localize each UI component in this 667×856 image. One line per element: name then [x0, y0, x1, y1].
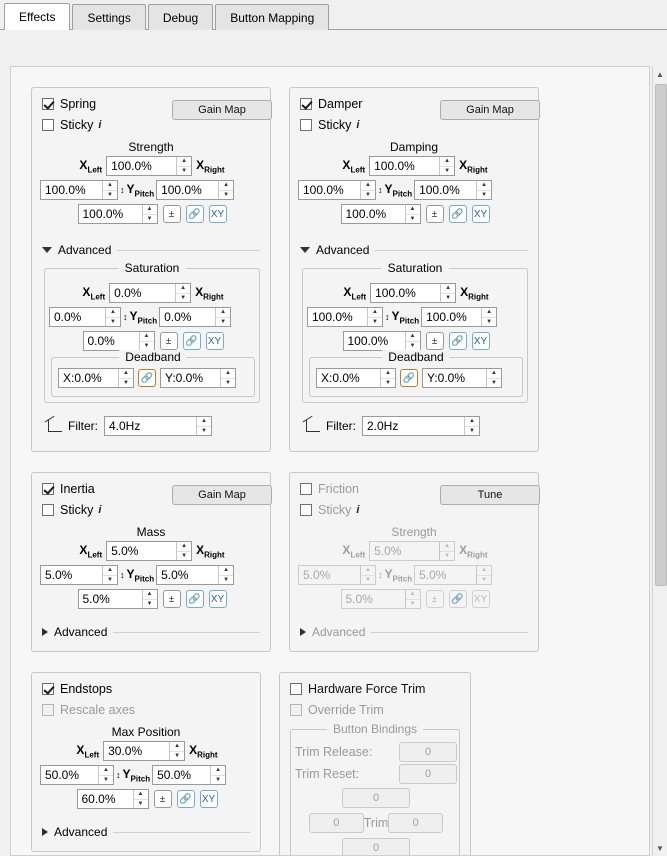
friction-sticky-checkbox[interactable]: [300, 504, 312, 516]
spring-saturation-xy-button[interactable]: XY: [206, 332, 224, 350]
endstops-max-position-title: Max Position: [111, 725, 181, 739]
endstops-rescale-row[interactable]: [42, 703, 135, 717]
damper-sticky-label: Sticky: [318, 118, 352, 132]
friction-strength-right-input[interactable]: 5.0% ▲ ▼: [414, 565, 492, 585]
inertia-mass-left-input[interactable]: 5.0% ▲ ▼: [40, 565, 118, 585]
spring-deadband-link-icon[interactable]: 🔗: [138, 369, 156, 387]
damper-filter-input[interactable]: 2.0Hz ▲ ▼: [362, 416, 480, 436]
inertia-advanced-label: Advanced: [54, 625, 108, 639]
inertia-xy-button[interactable]: XY: [209, 590, 227, 608]
tab-settings[interactable]: Settings: [72, 4, 145, 30]
friction-strength-top-input[interactable]: 5.0% ▲ ▼: [369, 541, 455, 561]
hardware-trim-title: Hardware Force Trim: [308, 682, 426, 696]
trim-release-button[interactable]: 0: [399, 742, 457, 762]
spring-saturation-group: [44, 261, 260, 403]
damper-strength-x-left-label: $X_{Left}$: [342, 157, 366, 175]
spring-enable-checkbox[interactable]: [42, 98, 54, 110]
damper-saturation-plusminus-button[interactable]: ±: [426, 332, 444, 350]
effects-page: [0, 30, 667, 854]
endstops-rescale-checkbox[interactable]: [42, 704, 54, 716]
spring-advanced-toggle[interactable]: [42, 243, 260, 257]
inertia-plusminus-button[interactable]: ±: [163, 590, 181, 608]
friction-advanced-label: Advanced: [312, 625, 366, 639]
inertia-updown-icon: ↕: [120, 570, 125, 580]
spring-strength-cluster: [40, 156, 264, 224]
spring-strength-top-input[interactable]: 100.0% ▲ ▼: [106, 156, 192, 176]
chevron-down-icon: [300, 247, 310, 253]
inertia-card: [31, 472, 271, 652]
inertia-mass-top-input[interactable]: 5.0% ▲ ▼: [106, 541, 192, 561]
spring-strength-updown-icon: ↕: [120, 185, 125, 195]
damper-strength-y-label: $Y_{Pitch}$: [384, 181, 413, 199]
trim-right-button[interactable]: 0: [388, 813, 443, 833]
friction-plusminus-button[interactable]: ±: [426, 590, 444, 608]
damper-sticky-row[interactable]: [300, 118, 359, 132]
endstops-xy-button[interactable]: XY: [200, 790, 218, 808]
friction-x-left-label: $X_{Left}$: [342, 542, 366, 560]
damper-gain-map-button[interactable]: Gain Map: [440, 100, 540, 120]
chevron-right-icon: [42, 628, 48, 636]
spring-sticky-info-icon[interactable]: i: [98, 119, 102, 131]
spring-strength-title: Strength: [128, 140, 174, 154]
friction-y-label: $Y_{Pitch}$: [384, 566, 413, 584]
spring-saturation-plusminus-button[interactable]: ±: [160, 332, 178, 350]
inertia-sticky-row[interactable]: [42, 503, 101, 517]
damper-deadband-link-icon[interactable]: 🔗: [400, 369, 418, 387]
spring-strength-y-label: $Y_{Pitch}$: [126, 181, 155, 199]
spring-sat-updown-icon: ↕: [123, 312, 128, 322]
effects-scroll-panel: [10, 66, 650, 856]
hardware-force-trim-card: [279, 672, 471, 856]
inertia-sticky-info-icon[interactable]: i: [98, 504, 102, 516]
spring-sticky-label: Sticky: [60, 118, 94, 132]
endstops-rescale-label: Rescale axes: [60, 703, 136, 717]
friction-strength-cluster: [298, 541, 532, 609]
trim-center-label: Trim: [363, 816, 389, 830]
trim-left-button[interactable]: 0: [309, 813, 364, 833]
friction-advanced-toggle[interactable]: [300, 625, 528, 639]
inertia-mass-cluster: [40, 541, 264, 609]
spring-enable-row[interactable]: [42, 97, 96, 111]
damper-advanced-label: Advanced: [316, 243, 370, 257]
damper-strength-link-icon[interactable]: 🔗: [449, 205, 467, 223]
damper-card: [289, 87, 539, 452]
damper-strength-x-right-label: $X_{Right}$: [459, 157, 488, 175]
scroll-thumb[interactable]: [655, 84, 667, 586]
damper-strength-bottom-input[interactable]: 100.0% ▲ ▼: [341, 204, 421, 224]
damper-sat-x-left-label: $X_{Left}$: [343, 284, 367, 302]
damper-saturation-group: [302, 261, 528, 403]
damper-deadband-title: Deadband: [382, 350, 449, 364]
friction-strength-bottom-input[interactable]: 5.0% ▲ ▼: [341, 589, 421, 609]
spring-saturation-right-input[interactable]: 0.0% ▲ ▼: [159, 307, 231, 327]
damper-strength-right-input[interactable]: 100.0% ▲ ▼: [414, 180, 492, 200]
friction-card: [289, 472, 539, 652]
override-trim-checkbox[interactable]: [290, 704, 302, 716]
spring-strength-right-input[interactable]: 100.0% ▲ ▼: [156, 180, 234, 200]
damper-title: Damper: [318, 97, 363, 111]
damper-enable-row[interactable]: [300, 97, 362, 111]
trim-up-button[interactable]: 0: [342, 788, 410, 808]
damper-strength-title: Damping: [389, 140, 439, 154]
endstops-x-right-label: $X_{Right}$: [189, 742, 218, 760]
divider: [375, 250, 528, 251]
inertia-gain-map-button[interactable]: Gain Map: [172, 485, 272, 505]
endstops-title: Endstops: [60, 682, 113, 696]
inertia-sticky-checkbox[interactable]: [42, 504, 54, 516]
spring-saturation-link-icon[interactable]: 🔗: [183, 332, 201, 350]
spring-title: Spring: [60, 97, 97, 111]
inertia-enable-checkbox[interactable]: [42, 483, 54, 495]
spring-strength-bottom-input[interactable]: 100.0% ▲ ▼: [78, 204, 158, 224]
spring-strength-xy-button[interactable]: XY: [209, 205, 227, 223]
trim-release-label: Trim Release:: [295, 745, 373, 759]
hardware-trim-enable-row[interactable]: [290, 682, 425, 696]
spring-saturation-left-input[interactable]: 0.0% ▲ ▼: [49, 307, 121, 327]
tab-bar: [0, 0, 667, 30]
hardware-trim-enable-checkbox[interactable]: [290, 683, 302, 695]
inertia-mass-bottom-input[interactable]: 5.0% ▲ ▼: [78, 589, 158, 609]
spring-advanced-label: Advanced: [58, 243, 112, 257]
spring-strength-x-right-label: $X_{Right}$: [196, 157, 225, 175]
damper-advanced-toggle[interactable]: [300, 243, 528, 257]
trim-reset-row: [295, 764, 457, 784]
friction-link-icon[interactable]: 🔗: [449, 590, 467, 608]
endstops-advanced-label: Advanced: [54, 825, 108, 839]
spring-deadband-title: Deadband: [119, 350, 186, 364]
spring-filter-input[interactable]: 4.0Hz ▲ ▼: [104, 416, 212, 436]
vertical-scrollbar[interactable]: [652, 66, 667, 856]
damper-sat-x-right-label: $X_{Right}$: [460, 284, 489, 302]
spring-deadband-group: [51, 350, 255, 397]
spring-filter-row: [48, 416, 212, 436]
endstops-card: [31, 672, 261, 852]
override-trim-label: Override Trim: [308, 703, 384, 717]
damper-strength-left-input[interactable]: 100.0% ▲ ▼: [298, 180, 376, 200]
damper-saturation-title: Saturation: [382, 261, 449, 275]
damper-sticky-checkbox[interactable]: [300, 119, 312, 131]
button-bindings-group: [290, 722, 460, 856]
scroll-up-icon[interactable]: ▲: [656, 69, 664, 79]
spring-filter-label: Filter:: [68, 419, 98, 433]
inertia-link-icon[interactable]: 🔗: [186, 590, 204, 608]
inertia-mass-title: Mass: [136, 525, 166, 539]
spring-strength-plusminus-button[interactable]: ±: [163, 205, 181, 223]
endstops-cluster: [40, 741, 254, 809]
endstops-updown-icon: ↕: [116, 770, 121, 780]
spring-strength-x-left-label: $X_{Left}$: [79, 157, 103, 175]
endstops-enable-checkbox[interactable]: [42, 683, 54, 695]
endstops-y-label: $Y_{Pitch}$: [122, 766, 151, 784]
inertia-advanced-toggle[interactable]: [42, 625, 260, 639]
filter-icon: [48, 420, 62, 432]
spring-sat-x-left-label: $X_{Left}$: [82, 284, 106, 302]
damper-deadband-y-input[interactable]: Y:0.0% ▲ ▼: [422, 368, 502, 388]
damper-saturation-link-icon[interactable]: 🔗: [449, 332, 467, 350]
chevron-right-icon: [300, 628, 306, 636]
divider: [113, 632, 260, 633]
friction-sticky-row[interactable]: [300, 503, 359, 517]
trim-reset-button[interactable]: 0: [399, 764, 457, 784]
friction-enable-checkbox[interactable]: [300, 483, 312, 495]
spring-gain-map-button[interactable]: Gain Map: [172, 100, 272, 120]
trim-down-button[interactable]: 0: [342, 838, 410, 856]
inertia-mass-right-input[interactable]: 5.0% ▲ ▼: [156, 565, 234, 585]
damper-strength-xy-button[interactable]: XY: [472, 205, 490, 223]
tab-debug[interactable]: Debug: [148, 4, 213, 30]
spring-strength-link-icon[interactable]: 🔗: [186, 205, 204, 223]
friction-enable-row[interactable]: [300, 482, 359, 496]
damper-saturation-left-input[interactable]: 100.0% ▲ ▼: [307, 307, 383, 327]
tab-effects[interactable]: Effects: [4, 3, 70, 30]
button-bindings-title: Button Bindings: [327, 722, 423, 736]
spring-sticky-row[interactable]: [42, 118, 101, 132]
damper-filter-row: [306, 416, 480, 436]
endstops-left-input[interactable]: 50.0% ▲ ▼: [40, 765, 114, 785]
inertia-y-label: $Y_{Pitch}$: [126, 566, 155, 584]
damper-sat-y-label: $Y_{Pitch}$: [391, 308, 420, 326]
damper-strength-cluster: [298, 156, 532, 224]
spring-saturation-top-input[interactable]: 0.0% ▲ ▼: [109, 283, 191, 303]
endstops-bottom-input[interactable]: 60.0% ▲ ▼: [77, 789, 149, 809]
friction-updown-icon: ↕: [378, 570, 383, 580]
damper-deadband-group: [309, 350, 523, 397]
damper-strength-updown-icon: ↕: [378, 185, 383, 195]
damper-saturation-xy-button[interactable]: XY: [472, 332, 490, 350]
damper-deadband-x-input[interactable]: X:0.0% ▲ ▼: [316, 368, 396, 388]
damper-saturation-right-input[interactable]: 100.0% ▲ ▼: [421, 307, 497, 327]
spring-deadband-y-input[interactable]: Y:0.0% ▲ ▼: [160, 368, 236, 388]
scroll-down-icon[interactable]: ▼: [656, 843, 664, 853]
spring-saturation-title: Saturation: [119, 261, 186, 275]
damper-strength-top-input[interactable]: 100.0% ▲ ▼: [369, 156, 455, 176]
endstops-enable-row[interactable]: [42, 682, 112, 696]
friction-xy-button[interactable]: XY: [472, 590, 490, 608]
spring-card: [31, 87, 271, 452]
tab-button-mapping[interactable]: Button Mapping: [215, 4, 329, 30]
damper-enable-checkbox[interactable]: [300, 98, 312, 110]
inertia-title: Inertia: [60, 482, 95, 496]
endstops-right-input[interactable]: 50.0% ▲ ▼: [152, 765, 226, 785]
chevron-down-icon: [42, 247, 52, 253]
trim-reset-label: Trim Reset:: [295, 767, 360, 781]
spring-saturation-bottom-input[interactable]: 0.0% ▲ ▼: [83, 331, 155, 351]
inertia-sticky-label: Sticky: [60, 503, 94, 517]
friction-sticky-label: Sticky: [318, 503, 352, 517]
damper-sat-updown-icon: ↕: [385, 312, 390, 322]
endstops-advanced-toggle[interactable]: [42, 825, 250, 839]
chevron-right-icon: [42, 828, 48, 836]
filter-icon: [306, 420, 320, 432]
inertia-x-left-label: $X_{Left}$: [79, 542, 103, 560]
friction-sticky-info-icon[interactable]: i: [356, 504, 360, 516]
damper-strength-plusminus-button[interactable]: ±: [426, 205, 444, 223]
spring-deadband-x-input[interactable]: X:0.0% ▲ ▼: [58, 368, 134, 388]
endstops-x-left-label: $X_{Left}$: [76, 742, 100, 760]
endstops-top-input[interactable]: 30.0% ▲ ▼: [103, 741, 185, 761]
divider: [371, 632, 528, 633]
endstops-link-icon[interactable]: 🔗: [177, 790, 195, 808]
damper-filter-label: Filter:: [326, 419, 356, 433]
spring-strength-left-input[interactable]: 100.0% ▲ ▼: [40, 180, 118, 200]
friction-x-right-label: $X_{Right}$: [459, 542, 488, 560]
friction-title: Friction: [318, 482, 359, 496]
endstops-plusminus-button[interactable]: ±: [154, 790, 172, 808]
trim-dpad: [309, 788, 443, 856]
spring-sticky-checkbox[interactable]: [42, 119, 54, 131]
damper-saturation-top-input[interactable]: 100.0% ▲ ▼: [370, 283, 456, 303]
inertia-x-right-label: $X_{Right}$: [196, 542, 225, 560]
spring-sat-x-right-label: $X_{Right}$: [195, 284, 224, 302]
friction-tune-button[interactable]: Tune: [440, 485, 540, 505]
inertia-enable-row[interactable]: [42, 482, 95, 496]
override-trim-row[interactable]: [290, 703, 384, 717]
damper-saturation-bottom-input[interactable]: 100.0% ▲ ▼: [343, 331, 421, 351]
divider: [113, 832, 250, 833]
friction-strength-left-input[interactable]: 5.0% ▲ ▼: [298, 565, 376, 585]
friction-strength-title: Strength: [391, 525, 437, 539]
divider: [117, 250, 260, 251]
damper-sticky-info-icon[interactable]: i: [356, 119, 360, 131]
spring-sat-y-label: $Y_{Pitch}$: [129, 308, 158, 326]
trim-release-row: [295, 742, 457, 762]
